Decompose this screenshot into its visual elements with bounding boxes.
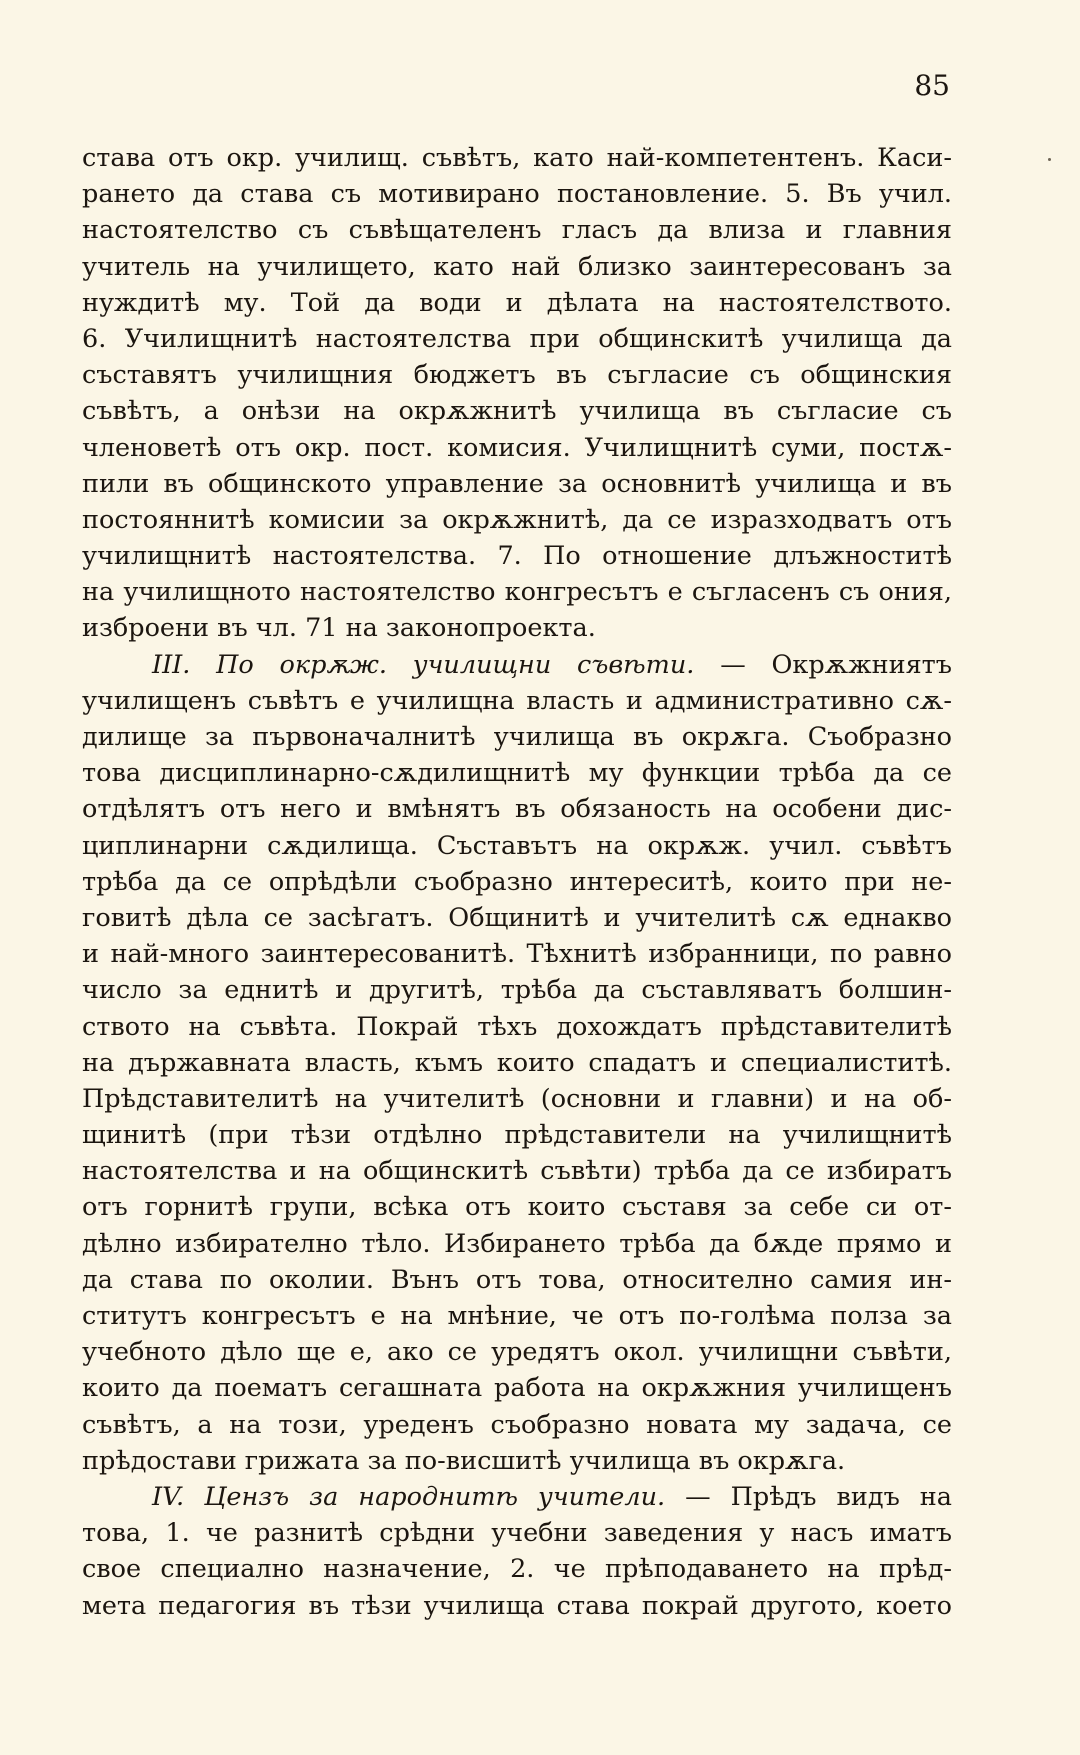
text-line: ството на съвѣта. Покрай тѣхъ дохождатъ прѣдставителитѣ xyxy=(82,1011,952,1042)
text-line: говитѣ дѣла се засѣгатъ. Общинитѣ и учителитѣ сѫ еднакво xyxy=(82,902,952,933)
section-heading: IV. Цензъ за народнитѣ учители. xyxy=(152,1481,666,1512)
text-line: на училищното настоятелство конгресътъ е съгласенъ съ ония, xyxy=(82,577,952,608)
section-iii-paragraph xyxy=(82,647,952,1479)
text-line: съставятъ училищния бюджетъ въ съгласие съ общинския xyxy=(82,360,952,391)
margin-speck xyxy=(1048,158,1051,161)
page-number: 85 xyxy=(914,69,950,102)
text-line: настоятелство съ съвѣщателенъ гласъ да влиза и главния xyxy=(82,215,952,246)
section-heading-line xyxy=(82,1479,952,1515)
paragraph-continuation xyxy=(82,140,952,647)
text-line: да става по околии. Вънъ отъ това, относително самия ин- xyxy=(82,1264,952,1295)
text-line: учебното дѣло ще е, ако се уредятъ окол. училищни съвѣти, xyxy=(82,1337,952,1368)
text-line: отъ горнитѣ групи, всѣка отъ които съставя за себе си от- xyxy=(82,1192,952,1223)
text-line: това дисциплинарно-сѫдилищнитѣ му функции трѣба да се xyxy=(82,758,952,789)
text-line: нуждитѣ му. Той да води и дѣлата на настоятелството. xyxy=(82,287,952,318)
text-line: постояннитѣ комисии за окрѫжнитѣ, да се изразходватъ отъ xyxy=(82,504,952,535)
text-line: отдѣлятъ отъ него и вмѣнятъ въ обязаность на особени дис- xyxy=(82,794,952,825)
text-line: дилище за първоначалнитѣ училища въ окрѫга. Съобразно xyxy=(82,722,952,752)
section-heading: III. По окрѫж. училищни съвѣти. xyxy=(152,649,695,680)
text-line: това, 1. че разнитѣ срѣдни учебни заведения у насъ иматъ xyxy=(82,1518,952,1549)
text-line: щинитѣ (при тѣзи отдѣлно прѣдставители на училищнитѣ xyxy=(82,1120,952,1151)
text-line: училищнитѣ настоятелства. 7. По отношение длъжноститѣ xyxy=(82,541,952,572)
section-heading-line xyxy=(82,647,952,683)
text-line: членоветѣ отъ окр. пост. комисия. Училищнитѣ суми, постѫ- xyxy=(82,432,952,463)
text-line: свое специално назначение, 2. че прѣподаването на прѣд- xyxy=(82,1554,952,1585)
heading-line-rest: — Прѣдъ видъ на xyxy=(665,1481,952,1512)
text-line: прѣдостави грижата за по-висшитѣ училища въ окрѫга. xyxy=(82,1445,846,1476)
text-line: рането да става съ мотивирано постановление. 5. Въ учил. xyxy=(82,179,952,210)
text-line: ститутъ конгресътъ е на мнѣние, че отъ по-голѣма полза за xyxy=(82,1301,952,1331)
text-line: учитель на училището, като най близко заинтересованъ за xyxy=(82,251,952,282)
text-line: на държавната власть, къмъ които спадатъ и специалиститѣ. xyxy=(82,1047,952,1078)
text-line: училищенъ съвѣтъ е училищна власть и административно сѫ- xyxy=(82,685,952,716)
text-line: трѣба да се опрѣдѣли съобразно интереситѣ, които при не- xyxy=(82,866,952,897)
text-line: 6. Училищнитѣ настоятелства при общинскитѣ училища да xyxy=(82,323,952,354)
text-line: Прѣдставителитѣ на учителитѣ (основни и главни) и на об- xyxy=(82,1083,952,1114)
text-line: и най-много заинтересованитѣ. Тѣхнитѣ избранници, по равно xyxy=(82,939,952,970)
text-line: циплинарни сѫдилища. Съставътъ на окрѫж. учил. съвѣтъ xyxy=(82,830,952,861)
text-line: дѣлно избирателно тѣло. Избирането трѣба да бѫде прямо и xyxy=(82,1228,952,1259)
text-line: става отъ окр. училищ. съвѣтъ, като най-компетентенъ. Каси- xyxy=(82,143,952,173)
text-line: пили въ общинското управление за основнитѣ училища и въ xyxy=(82,468,952,499)
text-line: съвѣтъ, а на този, уреденъ съобразно новата му задача, се xyxy=(82,1409,952,1440)
text-line: съвѣтъ, а онѣзи на окрѫжнитѣ училища въ съгласие съ xyxy=(82,396,952,427)
heading-line-rest: — Окрѫжниятъ xyxy=(694,649,952,680)
text-line: изброени въ чл. 71 на законопроекта. xyxy=(82,613,596,644)
text-line: число за еднитѣ и другитѣ, трѣба да съставляватъ болшин- xyxy=(82,975,952,1006)
section-iv-paragraph xyxy=(82,1479,952,1624)
text-line: които да поематъ сегашната работа на окрѫжния училищенъ xyxy=(82,1373,952,1404)
body-text xyxy=(82,140,952,1624)
text-line: мета педагогия въ тѣзи училища става покрай другото, което xyxy=(82,1590,952,1621)
text-line: настоятелства и на общинскитѣ съвѣти) трѣба да се избиратъ xyxy=(82,1156,952,1187)
